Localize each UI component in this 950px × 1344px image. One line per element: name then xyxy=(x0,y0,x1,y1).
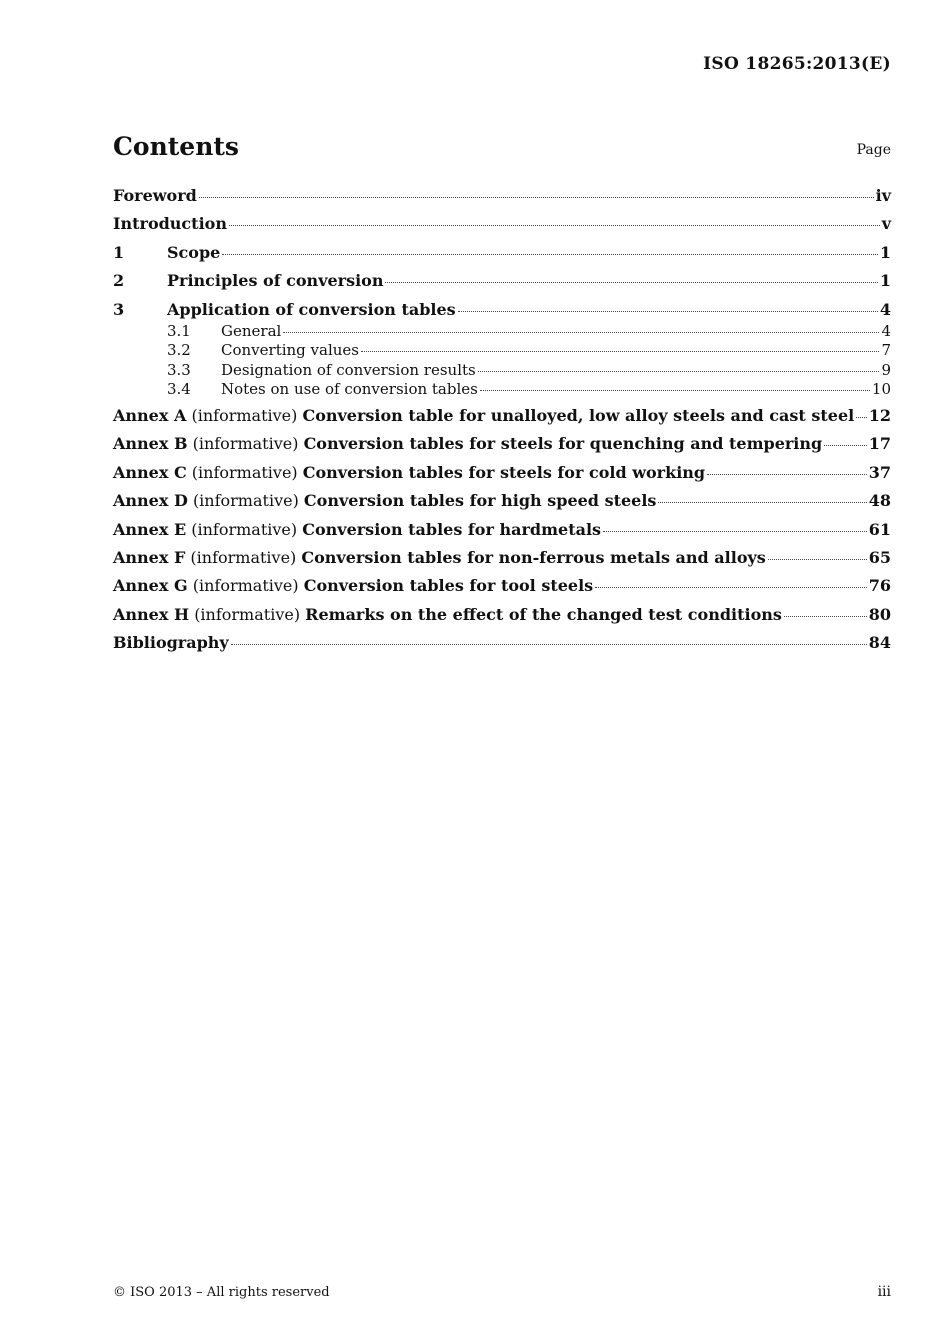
page-number: iii xyxy=(877,1284,891,1300)
toc-entry-annex-b[interactable] xyxy=(113,434,891,462)
toc-label xyxy=(113,605,782,624)
toc-number: 3.2 xyxy=(167,341,191,360)
toc-label: Converting values xyxy=(221,341,359,360)
toc-entry-subclause-3-1[interactable] xyxy=(113,322,891,342)
toc-label: Bibliography xyxy=(113,633,229,653)
annex-title: Remarks on the effect of the changed test conditions xyxy=(305,604,782,624)
annex-type: (informative) xyxy=(190,547,297,567)
toc-label xyxy=(113,520,601,539)
toc-label: Notes on use of conversion tables xyxy=(221,380,478,399)
toc-label: Scope xyxy=(167,242,221,262)
annex-type: (informative) xyxy=(194,604,301,624)
toc-number: 2 xyxy=(113,271,125,291)
toc-page: iv xyxy=(875,186,891,205)
toc-entry-introduction[interactable] xyxy=(113,214,891,242)
annex-title: Conversion tables for non-ferrous metals and alloys xyxy=(301,547,766,567)
toc-label: Foreword xyxy=(113,186,197,205)
toc-label xyxy=(113,406,854,425)
toc-label xyxy=(113,548,766,567)
leader-dots xyxy=(784,616,867,617)
toc-page: 17 xyxy=(868,434,891,454)
leader-dots xyxy=(603,531,867,532)
copyright-notice: © ISO 2013 – All rights reserved xyxy=(113,1285,330,1300)
toc-entry-subclause-3-3[interactable] xyxy=(113,361,891,381)
leader-dots xyxy=(283,332,879,333)
leader-dots xyxy=(222,254,878,255)
toc-label xyxy=(113,463,705,482)
toc-entry-annex-g[interactable] xyxy=(113,576,891,604)
contents-title: Contents xyxy=(113,132,240,161)
leader-dots xyxy=(229,225,880,226)
document-designation: ISO 18265:2013(E) xyxy=(703,54,891,74)
toc-label: Designation of conversion results xyxy=(221,360,476,379)
toc-page: 4 xyxy=(881,321,891,340)
annex-id: Annex H xyxy=(113,604,190,624)
leader-dots xyxy=(385,282,877,283)
toc-page: 4 xyxy=(879,299,891,319)
toc-entry-annex-c[interactable] xyxy=(113,463,891,491)
toc-page: 48 xyxy=(868,491,891,511)
toc-label: Application of conversion tables xyxy=(167,299,456,319)
toc-number: 3.3 xyxy=(167,360,191,379)
annex-title: Conversion tables for tool steels xyxy=(303,576,594,596)
toc-page: 61 xyxy=(868,519,891,539)
toc-entry-foreword[interactable] xyxy=(113,186,891,214)
annex-title: Conversion tables for steels for cold working xyxy=(302,462,706,482)
toc-page: 37 xyxy=(868,462,891,482)
leader-dots xyxy=(856,417,867,418)
toc-label xyxy=(113,576,593,595)
leader-dots xyxy=(199,197,874,198)
toc-page: 12 xyxy=(868,405,891,425)
annex-title: Conversion tables for steels for quenching and tempering xyxy=(303,434,823,454)
leader-dots xyxy=(480,390,870,391)
toc-label xyxy=(113,434,822,453)
leader-dots xyxy=(824,445,867,446)
toc-page: 7 xyxy=(881,341,891,360)
toc-entry-clause-2[interactable] xyxy=(113,271,891,299)
annex-type: (informative) xyxy=(191,405,298,425)
annex-id: Annex C xyxy=(113,462,187,482)
toc-entry-bibliography[interactable] xyxy=(113,633,891,661)
annex-type: (informative) xyxy=(192,434,299,454)
annex-type: (informative) xyxy=(191,519,298,539)
annex-id: Annex G xyxy=(113,576,188,596)
toc-entry-annex-a[interactable] xyxy=(113,406,891,434)
annex-title: Conversion tables for high speed steels xyxy=(303,491,657,511)
toc-number: 3 xyxy=(113,299,125,319)
page-column-label: Page xyxy=(856,142,891,158)
annex-type: (informative) xyxy=(192,576,299,596)
annex-id: Annex D xyxy=(113,491,188,511)
annex-id: Annex F xyxy=(113,547,186,567)
toc-page: 1 xyxy=(879,271,891,291)
toc-entry-clause-1[interactable] xyxy=(113,243,891,271)
annex-id: Annex A xyxy=(113,405,187,425)
toc-entry-annex-f[interactable] xyxy=(113,548,891,576)
toc-entry-subclause-3-2[interactable] xyxy=(113,341,891,361)
toc-page: 80 xyxy=(868,604,891,624)
table-of-contents xyxy=(113,186,891,661)
annex-title: Conversion table for unalloyed, low alloy steels and cast steel xyxy=(302,405,855,425)
toc-label: Principles of conversion xyxy=(167,271,384,291)
toc-page: v xyxy=(881,214,891,234)
toc-label xyxy=(113,491,656,510)
toc-number: 3.4 xyxy=(167,380,191,399)
leader-dots xyxy=(458,311,878,312)
toc-page: 84 xyxy=(868,633,891,653)
toc-number: 3.1 xyxy=(167,321,191,340)
leader-dots xyxy=(361,351,879,352)
leader-dots xyxy=(231,644,867,645)
leader-dots xyxy=(658,502,866,503)
annex-id: Annex B xyxy=(113,434,188,454)
leader-dots xyxy=(768,559,867,560)
leader-dots xyxy=(478,371,880,372)
toc-entry-annex-h[interactable] xyxy=(113,605,891,633)
toc-label: Introduction xyxy=(113,214,227,234)
toc-number: 1 xyxy=(113,242,125,262)
annex-title: Conversion tables for hardmetals xyxy=(302,519,602,539)
leader-dots xyxy=(595,587,867,588)
toc-page: 9 xyxy=(881,360,891,379)
annex-type: (informative) xyxy=(192,491,299,511)
toc-page: 65 xyxy=(868,547,891,567)
toc-label: General xyxy=(221,321,282,340)
toc-page: 10 xyxy=(871,380,891,399)
annex-type: (informative) xyxy=(191,462,298,482)
annex-id: Annex E xyxy=(113,519,187,539)
toc-page: 1 xyxy=(879,242,891,262)
contents-heading-row xyxy=(113,132,891,166)
toc-entry-annex-d[interactable] xyxy=(113,491,891,519)
toc-entry-annex-e[interactable] xyxy=(113,520,891,548)
toc-page: 76 xyxy=(868,576,891,596)
leader-dots xyxy=(707,474,867,475)
toc-entry-subclause-3-4[interactable] xyxy=(113,380,891,400)
